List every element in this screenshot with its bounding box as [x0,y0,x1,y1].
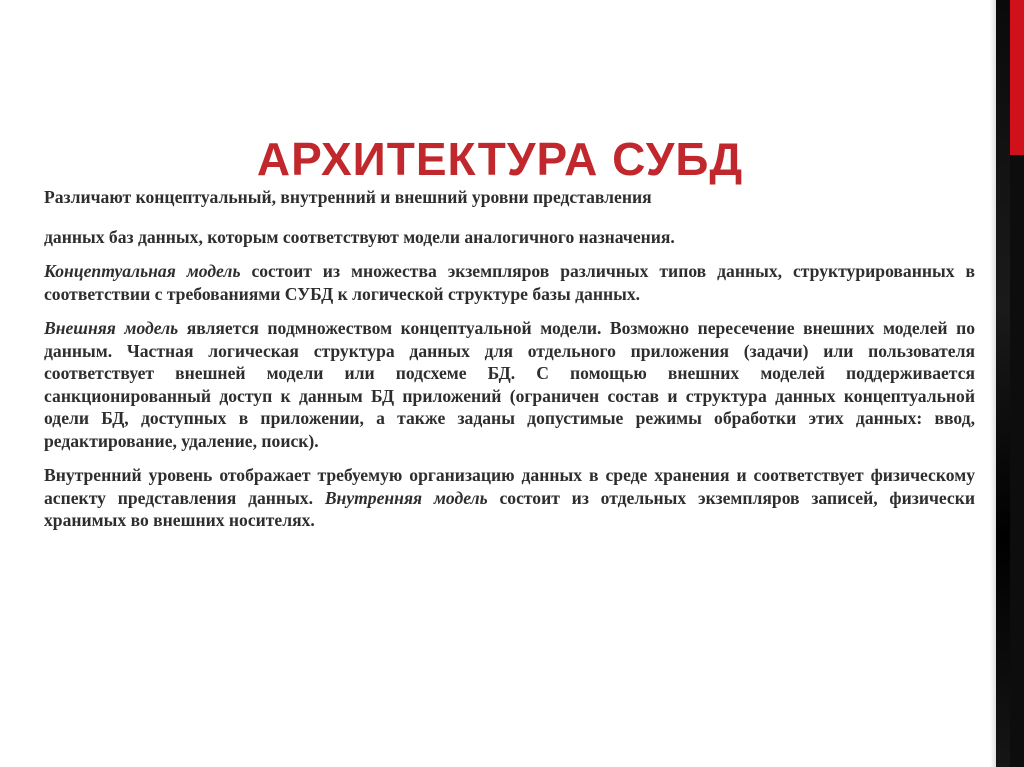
decorative-black-stripe-bottom [1010,155,1024,767]
internal-level-text: Внутренний уровень отображает требуемую организацию данных в среде хранения и соответствует физическому аспекту представления данных. [44,465,975,508]
paragraph-intro-line-1: Различают концептуальный, внутренний и внешний уровни представления [44,187,652,207]
slide-body [44,186,975,544]
internal-model-text: состоит из отдельных экземпляров записей, физически хранимых во внешних носителях. [44,487,975,530]
paragraph-intro-line-2: данных баз данных, которым соответствуют модели аналогичного назначения. [44,226,675,247]
external-model-text: является подмножеством концептуальной модели. Возможно пересечение внешних моделей по данным. Частная логическая структура данных для отдельного приложения (задачи) или пользователя соответствует внешней модели или подсхеме БД. С помощью внешних моделей поддерживается санкционированный доступ к данным БД приложений (ограничен состав и структура данных концептуальной одели БД, доступных в приложении, а также заданы допустимые режимы обработки этих данных: ввод, редактирование, удаление, поиск). [44,318,975,451]
term-conceptual-model: Концептуальная модель [44,261,241,281]
paragraph-internal-level [44,464,975,532]
paragraph-conceptual-model [44,260,975,305]
slide-title: АРХИТЕКТУРА СУБД [256,133,744,185]
conceptual-model-text: состоит из множества экземпляров различных типов данных, структурированных в соответствии с требованиями СУБД к логической структуре базы данных. [44,261,975,304]
term-external-model: Внешняя модель [44,318,179,338]
term-internal-model: Внутренняя модель [324,487,488,508]
decorative-red-stripe [1010,0,1024,155]
paragraph-external-model [44,317,975,452]
